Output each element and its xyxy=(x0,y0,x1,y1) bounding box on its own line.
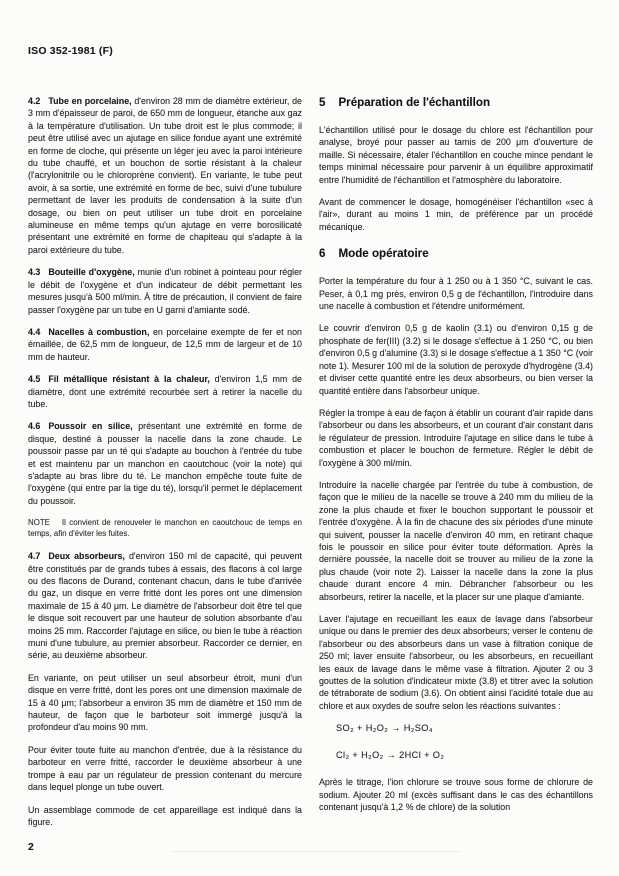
heading-title: Mode opératoire xyxy=(338,247,429,261)
section-number: 4.3 xyxy=(28,267,41,278)
section-title: Fil métallique résistant à la chaleur, xyxy=(48,374,210,385)
section-4-3 xyxy=(28,266,302,316)
section-title: Deux absorbeurs, xyxy=(48,551,125,562)
para-en-variante: En variante, on peut utiliser un seul absorbeur étroit, muni d'un disque en verre fritté, dont les pores ont une dimension maximale de 15 à 40 μm; l'absorbeur a environ 35 mm de diamètre et 150 mm de hauteur, de façon que le barboteur soit immergé jusqu'à la profondeur d'au moins 90 mm. xyxy=(28,672,302,733)
equation-so2: SO₂ + H₂O₂ → H₂SO₄ xyxy=(336,723,433,734)
section-number: 4.6 xyxy=(28,421,41,432)
section-number: 4.4 xyxy=(28,326,41,337)
document-reference: ISO 352-1981 (F) xyxy=(28,45,113,57)
section-body: en porcelaine exempte de fer et non émaillée, de 62,5 mm de longueur, de 12,5 mm de largeur et de 10 mm de hauteur. xyxy=(28,326,302,362)
section-title: Poussoir en silice, xyxy=(48,421,133,432)
section-body: munie d'un robinet à pointeau pour régler le débit de l'oxygène et d'un indicateur de débit permettant les mesures jusqu'à 500 ml/min. À titre de précaution, il convient de faire passer l'oxygène par un tube en U garni d'amiante sodé. xyxy=(28,267,303,315)
section-number: 4.5 xyxy=(28,374,41,385)
page-number: 2 xyxy=(28,841,34,853)
para-avant-de-commencer: Avant de commencer le dosage, homogénéiser l'échantillon «sec à l'air», durant au moins 1 min, de préférence par un procédé mécanique. xyxy=(319,197,593,232)
section-number: 4.7 xyxy=(28,551,41,562)
section-4-7 xyxy=(28,550,302,662)
section-title: Bouteille d'oxygène, xyxy=(48,267,135,278)
heading-5-preparation xyxy=(319,95,593,110)
para-laver-ajutage: Laver l'ajutage en recueillant les eaux de lavage dans l'absorbeur unique ou dans le premier des deux absorbeurs; verser le contenu de l'absorbeur ou des absorbeurs dans un vase à filtration conique de 250 ml; laver ensuite l'absorbeur, ou les absorbeurs, en recueillant les eaux de lavage dans le même vase à filtration. Ajouter 2 ou 3 gouttes de la solution d'indicateur mixte (3.8) et titrer avec la solution de tétraborate de sodium (3.6). On obtient ainsi l'acidité totale due au chlore et aux oxydes de soufre selon les réactions suivantes : xyxy=(319,614,593,711)
note-label: NOTE xyxy=(28,518,50,528)
section-body: d'environ 150 ml de capacité, qui peuvent être constitués par de grands tubes à essais, des flacons à col large ou des flacons de Durand, contenant chacun, dans le tube d'arrivée du gaz, un disque en verre fritté dont les pores ont une dimension maximale de 15 à 40 μm. Le diamètre de l'absorbeur doit être tel que le disque soit recouvert par une hauteur de solution absorbante d'au moins 25 mm. Raccorder l'ajutage en silice, ou bien le tube à réaction muni d'une tubulure, au premier absorbeur. Raccorder ce dernier, en série, au deuxième absorbeur. xyxy=(28,551,302,661)
section-title: Tube en porcelaine, xyxy=(48,96,132,106)
heading-number: 5 xyxy=(319,96,326,109)
section-body: d'environ 1,5 mm de diamètre, dont une extrémité recourbée sert à retirer la nacelle du tube. xyxy=(28,374,302,409)
note-body: Il convient de renouveler le manchon en caoutchouc de temps en temps, afin d'éviter les fuites. xyxy=(28,518,302,539)
para-regler-trompe: Régler la trompe à eau de façon à établir un courant d'air rapide dans l'absorbeur ou dans les absorbeurs, et un courant d'air constant dans le régulateur de pression. Introduire l'ajutage en silice dans le tube à combustion et placer le bouchon de fermeture. Régler le débit de l'oxygène à 300 ml/min. xyxy=(319,407,593,468)
para-porter-temperature: Porter la température du four à 1 250 ou à 1 350 °C, suivant le cas. Peser, à 0,1 mg près, environ 0,5 g de l'échantillon, l'introduire dans une nacelle à combustion et l'étendre uniformément. xyxy=(319,276,593,312)
section-number: 4.2 xyxy=(28,96,41,106)
para-introduire-nacelle: Introduire la nacelle chargée par l'entrée du tube à combustion, de façon que le milieu de la nacelle se trouve à 240 mm du milieu de la zone la plus chaude et fixer le bouchon supportant le poussoir et l'entrée d'oxygène. À la fin de chacune des six périodes d'une minute qui suivent, pousser la nacelle d'environ 40 mm, en retirant chaque fois le poussoir en silice pour éviter toute déformation. Après la dernière poussée, la nacelle doit se trouver au milieu de la zone la plus chaude (voir note 2). Laisser la nacelle dans la zone la plus chaude durant encore 4 min. Débrancher l'absorbeur ou les absorbeurs, retirer la nacelle, et la placer sur une plaque d'amiante. xyxy=(319,479,593,602)
left-column xyxy=(28,95,302,838)
equation-cl2: Cl₂ + H₂O₂ → 2HCl + O₂ xyxy=(336,750,445,761)
section-4-2 xyxy=(28,95,302,256)
para-pour-eviter: Pour éviter toute fuite au manchon d'entrée, due à la résistance du barboteur en verre fritté, raccorder le deuxième absorbeur à une trompe à eau par un régulateur de pression contenant du mercure dans lequel plonge un tube ouvert. xyxy=(28,744,302,793)
section-4-5 xyxy=(28,373,302,410)
heading-number: 6 xyxy=(319,247,326,261)
heading-6-mode-operatoire xyxy=(319,246,593,261)
para-le-couvrir: Le couvrir d'environ 0,5 g de kaolin (3.1) ou d'environ 0,15 g de phosphate de fer(III) (3.2) si le dosage s'effectue à 1 250 °C, ou bien d'environ 0,5 g d'alumine (3.3) si le dosage s'effectue à 1 350 °C (voir note 1). Mesurer 100 ml de la solution de peroxyde d'hydrogène (3.4) et diviser cette quantité entre les deux absorbeurs, ou bien verser la quantité entière dans l'absorbeur unique. xyxy=(319,323,593,396)
para-apres-titrage: Après le titrage, l'ion chlorure se trouve sous forme de chlorure de sodium. Ajouter 20 ml (excès suffisant dans le cas des échantillons contenant jusqu'à 1,2 % de chlore) de la solution xyxy=(319,777,593,813)
section-title: Nacelles à combustion, xyxy=(48,326,150,337)
para-echantillon-utilise: L'échantillon utilisé pour le dosage du chlore est l'échantillon pour analyse, broyé pour passer au tamis de 200 μm d'ouverture de maille. Si nécessaire, étaler l'échantillon en couche mince pendant le temps minimal nécessaire pour parvenir à un équilibre approximatif entre l'humidité de l'échantillon et l'atmosphère du laboratoire. xyxy=(319,125,593,185)
two-column-layout xyxy=(28,95,594,838)
heading-title: Préparation de l'échantillon xyxy=(338,96,491,109)
section-body: présentant une extrémité en forme de disque, destiné à pousser la nacelle dans la zone chaude. Le poussoir passe par un té qui s'adapte au bouchon à l'entrée du tube et est maintenu par un manchon en caoutchouc (voir la note) qui s'adapte au bras libre du té. Le manchon empêche toute fuite de l'oxygène (qui entre par la tige du té), lorsqu'il permet le déplacement du poussoir. xyxy=(28,421,302,506)
para-assemblage: Un assemblage commode de cet appareillage est indiqué dans la figure. xyxy=(28,804,302,827)
section-4-4 xyxy=(28,326,302,363)
section-4-6 xyxy=(28,420,302,507)
section-body: d'environ 28 mm de diamètre extérieur, de 3 mm d'épaisseur de paroi, de 650 mm de longueur, étanche aux gaz à la température d'utilisation. Un tube droit est le plus commode; il peut être utilisé avec un ajutage en silice fondue ayant une extrémité en forme de cloche, qui présente un léger jeu avec la paroi intérieure du tube chauffé, et un bouchon de sortie résistant à la chaleur (l'acrylonitrile ou le chloroprène convient). En variante, le tube peut avoir, à sa sortie, une extrémité en forme de bec, suivi d'une tubulure permettant de laver les produits de condensation à la suite d'un dosage, ou bien on peut utiliser un tube droit en porcelaine alumineuse en même temps qu'un ajutage en verre borosilicaté présentant une extrémité en forme de chapiteau qui s'adapte à la paroi extérieure du tube. xyxy=(28,96,302,255)
note xyxy=(28,517,302,539)
scan-artifact-line xyxy=(172,851,460,852)
right-column xyxy=(319,95,593,838)
